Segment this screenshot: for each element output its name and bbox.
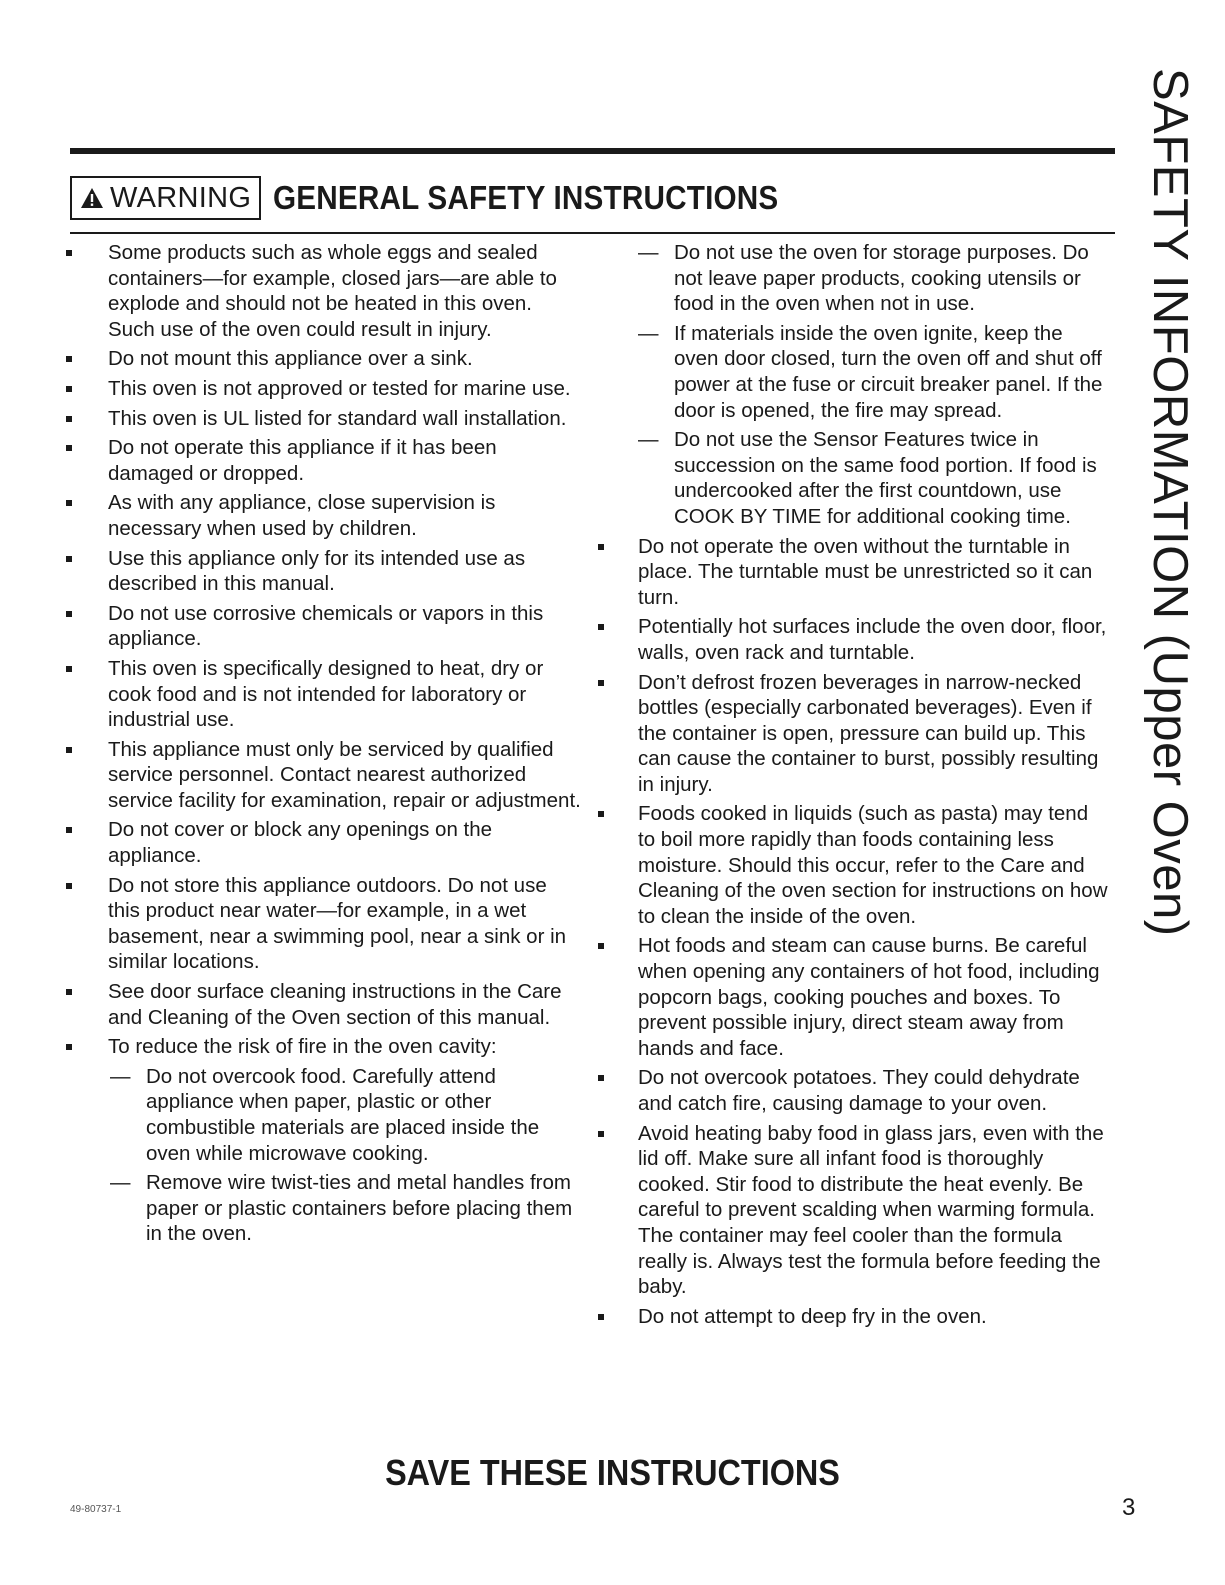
sub-list-item — [638, 240, 1110, 317]
list-item: Do not cover or block any openings on the appliance. — [66, 817, 581, 868]
sub-list-item — [110, 1064, 581, 1166]
list-item: This appliance must only be serviced by qualified service personnel. Contact nearest authorized service facility for examination, repair or adjustment. — [66, 737, 581, 814]
list-item: Don’t defrost frozen beverages in narrow-necked bottles (especially carbonated beverages). Even if the container is open, pressure can build up. This can cause the container to burst, possibly resulting in injury. — [598, 670, 1110, 798]
page-title: GENERAL SAFETY INSTRUCTIONS — [273, 179, 779, 216]
sub-list-item-text: Do not use the Sensor Features twice in succession on the same food portion. If food is undercooked after the first countdown, use COOK BY TIME for additional cooking time. — [674, 428, 1097, 528]
list-item: As with any appliance, close supervision is necessary when used by children. — [66, 490, 581, 541]
sub-list-item — [638, 321, 1110, 423]
list-item: This oven is not approved or tested for marine use. — [66, 376, 581, 402]
warning-triangle-icon — [80, 187, 104, 209]
sub-list-item — [638, 427, 1110, 529]
list-item: This oven is specifically designed to heat, dry or cook food and is not intended for laboratory or industrial use. — [66, 656, 581, 733]
page-number: 3 — [1122, 1494, 1136, 1521]
sub-list-item-text: Remove wire twist-ties and metal handles from paper or plastic containers before placing them in the oven. — [146, 1171, 573, 1246]
top-rule — [70, 148, 1115, 154]
section-heading — [70, 176, 835, 220]
dash-glyph: — — [110, 1171, 131, 1195]
left-column — [66, 240, 581, 1251]
sub-list-item — [110, 1170, 581, 1247]
sidebar-section-tab — [1114, 68, 1197, 937]
dash-glyph: — — [638, 321, 659, 345]
sub-list-item-text: Do not overcook food. Carefully attend appliance when paper, plastic or other combustible materials are placed inside the oven while microwave cooking. — [146, 1064, 540, 1165]
list-item: Avoid heating baby food in glass jars, even with the lid off. Make sure all infant food is thoroughly cooked. Stir food to distribute the heat evenly. Be careful to prevent scalding when warming formula. The container may feel cooler than the formula really is. Always test the formula before feeding the baby. — [598, 1121, 1110, 1300]
sidebar-section-label: SAFETY INFORMATION (Upper Oven) — [1143, 68, 1197, 937]
list-item: This oven is UL listed for standard wall installation. — [66, 406, 581, 432]
list-item: Use this appliance only for its intended use as described in this manual. — [66, 546, 581, 597]
sub-list-item-text: Do not use the oven for storage purposes. Do not leave paper products, cooking utensils or food in the oven when not in use. — [674, 241, 1089, 316]
dash-glyph: — — [638, 241, 659, 264]
list-item: Hot foods and steam can cause burns. Be careful when opening any containers of hot food, including popcorn bags, cooking pouches and boxes. To prevent possible injury, direct steam away from hands and face. — [598, 933, 1110, 1061]
list-item: Do not store this appliance outdoors. Do not use this product near water—for example, in a wet basement, near a swimming pool, near a sink or in similar locations. — [66, 873, 581, 975]
dash-glyph: — — [110, 1064, 131, 1088]
list-item: Potentially hot surfaces include the oven door, floor, walls, oven rack and turntable. — [598, 614, 1110, 665]
list-item: Do not attempt to deep fry in the oven. — [598, 1304, 1110, 1330]
footer-title: SAVE THESE INSTRUCTIONS — [385, 1452, 840, 1493]
sub-list-item-text: If materials inside the oven ignite, keep the oven door closed, turn the oven off and shut off power at the fuse or circuit breaker panel. If the door is opened, the fire may spread. — [674, 321, 1103, 422]
right-column — [598, 240, 1110, 1333]
list-item: To reduce the risk of fire in the oven cavity: — [66, 1034, 581, 1060]
list-item: Foods cooked in liquids (such as pasta) may tend to boil more rapidly than foods containing less moisture. Should this occur, refer to the Care and Cleaning of the oven section for instructions on how to clean the inside of the oven. — [598, 801, 1110, 929]
header-rule — [70, 232, 1115, 234]
list-item: Do not use corrosive chemicals or vapors in this appliance. — [66, 601, 581, 652]
warning-label: WARNING — [110, 181, 252, 214]
warning-label-box — [70, 176, 261, 220]
list-item: Do not mount this appliance over a sink. — [66, 346, 581, 372]
list-item: Do not overcook potatoes. They could dehydrate and catch fire, causing damage to your oven. — [598, 1065, 1110, 1116]
document-number: 49-80737-1 — [70, 1504, 122, 1515]
list-item: See door surface cleaning instructions in the Care and Cleaning of the Oven section of this manual. — [66, 979, 581, 1030]
list-item: Some products such as whole eggs and sealed containers—for example, closed jars—are able to explode and should not be heated in this oven. Such use of the oven could result in injury. — [66, 240, 581, 342]
list-item: Do not operate this appliance if it has been damaged or dropped. — [66, 435, 581, 486]
dash-glyph: — — [638, 428, 659, 452]
list-item: Do not operate the oven without the turntable in place. The turntable must be unrestricted so it can turn. — [598, 534, 1110, 611]
